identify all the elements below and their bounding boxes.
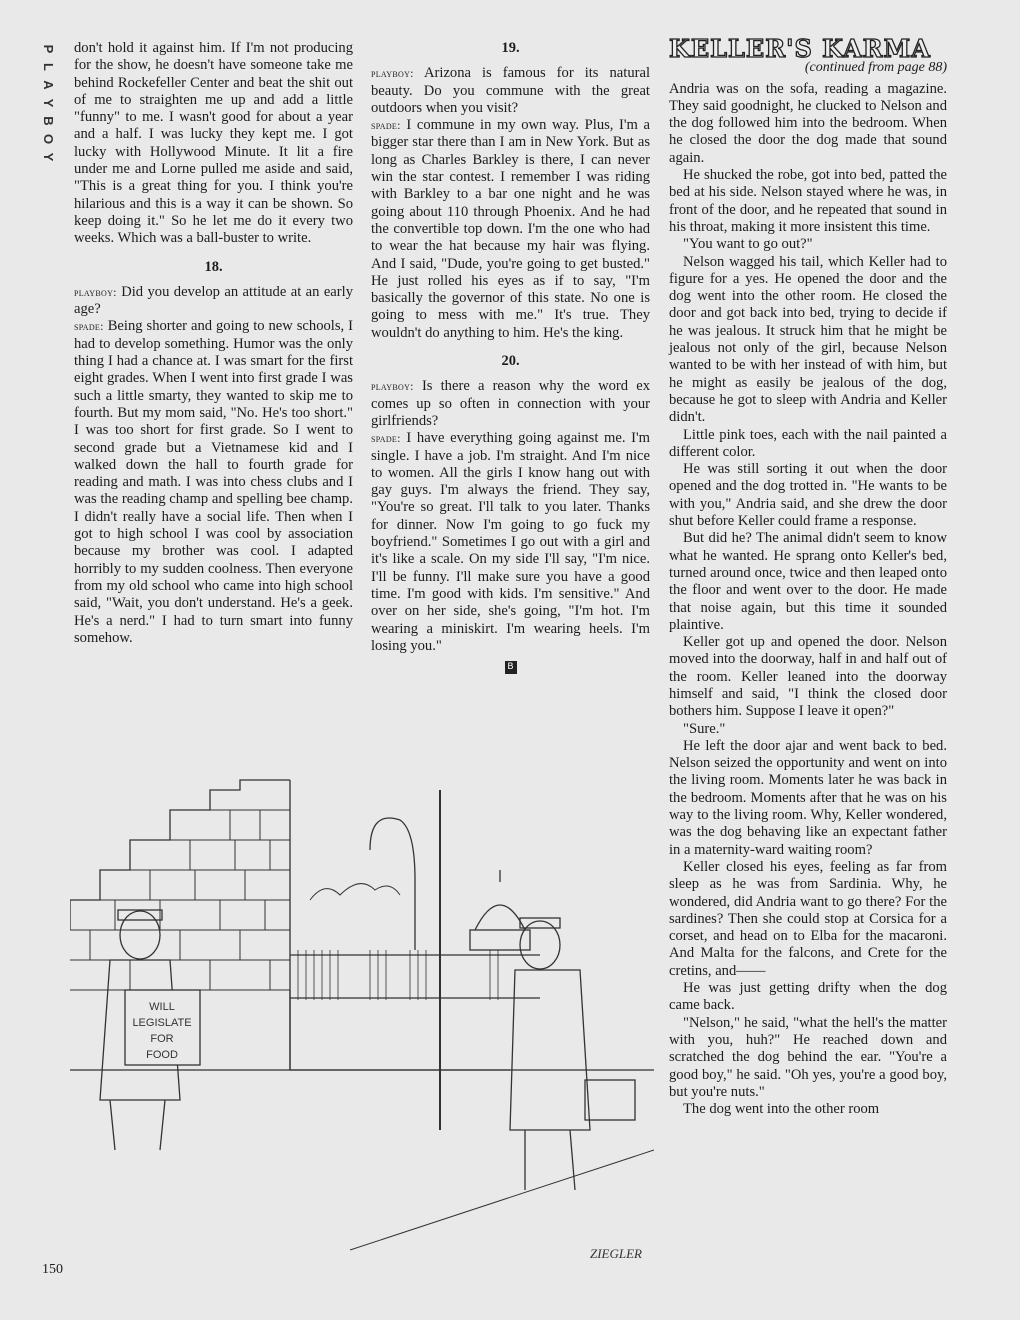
speaker-label: spade: [74, 319, 104, 334]
answer-text: I commune in my own way. Plus, I'm a bigger star there than I am in New York. But as long as Charles Barkley is there, I can never win the star contest. I remember I was riding with Barkley to a bar one night and he was going about 110 through Phoenix. And he had the convertible top down. I'm the one who had to wear the hat because my hair was flying. And I said, "Dude, you're going to get busted." He just rolled his eyes as if to say, "I'm basically the governor of this state. No one is going to mess with me." It's true. They wouldn't do anything to him. He's the king. [371, 117, 650, 341]
story-paragraph: Andria was on the sofa, reading a magazine. They said goodnight, he clucked to Nelson and the dog followed him into the bedroom. When he closed the door the dog made that sound again. [669, 80, 947, 166]
spine-letter: L [41, 63, 56, 71]
story-column [669, 34, 947, 1118]
story-paragraph: He shucked the robe, got into bed, patted the bed at his side. Nelson stayed where he was, in front of the door, and he repeated that sound in his throat, making it more insistent this time. [669, 167, 947, 235]
interview-question [371, 378, 650, 430]
speaker-label: spade: [371, 118, 401, 133]
question-number: 20. [501, 353, 520, 370]
story-paragraph: He was just getting drifty when the dog came back. [669, 980, 947, 1014]
spine-letter: Y [41, 98, 56, 108]
sign-text-line: FOOD [146, 1049, 178, 1061]
interview-text: don't hold it against him. If I'm not producing for the show, he doesn't have someone take me behind Rockefeller Center and beat the shit out of me to straighten me up and add a little "funny" to me. I wasn't good for about a year and a half. I was lucky they kept me. I got lucky with Hollywood Minute. It lit a fire under me and Lorne pulled me aside and said, "This is a great thing for you. I think you're hilarious and this is a way it can be shown. So keep doing it." So he let me do it every two weeks. Which was a ball-buster to write. [74, 40, 353, 247]
speaker-label: spade: [371, 431, 401, 446]
continued-note: (continued from page 88) [804, 60, 947, 76]
interview-question [371, 65, 650, 117]
interview-column-2 [371, 40, 650, 676]
interview-column-1 [74, 40, 353, 647]
playboy-bunny-end-icon: B [505, 661, 517, 674]
interview-answer [371, 430, 650, 655]
spine-letter: Y [41, 152, 56, 162]
story-paragraph: He was still sorting it out when the door opened and the dog trotted in. "He wants to be with you," Andria said, and she drew the door shut before Keller could frame a response. [669, 461, 947, 530]
story-paragraph: Little pink toes, each with the nail painted a different color. [669, 426, 947, 460]
spine-letter: P [41, 44, 56, 54]
story-paragraph: Keller got up and opened the door. Nelson moved into the doorway, half in and half out of the room. Keller leaned into the doorway himself and said, "I think the closed door bothers him. Suppose I leave it open?" [669, 634, 947, 720]
end-mark-row [371, 659, 650, 676]
story-paragraph: "Sure." [683, 720, 726, 737]
story-title: KELLER'S KARMA [669, 34, 931, 63]
sign-text-line: WILL [149, 1001, 175, 1013]
page-number: 150 [42, 1262, 63, 1277]
question-text: Arizona is famous for its natural beauty. Do you commune with the great outdoors when you visit? [371, 65, 651, 116]
question-text: Did you develop an attitude at an early age? [74, 283, 353, 318]
interview-answer [371, 117, 650, 342]
spine-letter: O [41, 133, 56, 145]
spine-letter: A [41, 80, 56, 90]
speaker-label: playboy: [74, 284, 117, 299]
question-number: 18. [204, 258, 223, 275]
answer-text: I have everything going against me. I'm single. I have a job. I'm straight. And I'm nice to women. All the girls I know hang out with gay guys. I'm always the friend. They say, "You're so great. I'll talk to you later. Thanks for dinner. Now I'm going to go fuck my boyfriend." Sometimes I go out with a girl and it's like a scale. On my side I'll say, "I'm nice. I'll be funny. I'll make sure you have a good time. I'm good with kids. I'm sensitive." And over on her side, she's going, "I'm hot. I'm wearing a miniskirt. I'm wearing heels. I'm losing you." [371, 430, 650, 654]
speaker-label: playboy: [371, 379, 414, 394]
story-paragraph: Nelson wagged his tail, which Keller had to figure for a yes. He opened the door and the dog went into the other room. He closed the door and got back into bed, trying to decide if he was jealous. It struck him that he might be jealous not only of the girl, because Nelson wanted to be with her instead of with him, but he might as easily be jealous of the dog, because he got to sleep with Andria and Keller didn't. [669, 253, 947, 426]
story-paragraph: He left the door ajar and went back to bed. Nelson seized the opportunity and went on into the living room. Moments later he was back in the bedroom. Moments after that he was on his way to the living room. Why, Keller wondered, was the dog behaving like an expectant father in a maternity-ward waiting room? [669, 737, 947, 858]
cartoon-illustration [70, 770, 654, 1270]
question-text: Is there a reason why the word ex comes up so often in connection with your girlfriends? [371, 378, 650, 429]
interview-question [74, 284, 353, 319]
speaker-label: playboy: [371, 66, 414, 81]
story-paragraph: "You want to go out?" [683, 236, 813, 253]
story-paragraph: But did he? The animal didn't seem to know what he wanted. He sprang onto Keller's bed, turned around once, twice and then leaped onto the floor and went over to the door. He made that noise again, but this time it sounded plaintive. [669, 530, 947, 633]
question-number: 19. [501, 40, 520, 56]
answer-text: Being shorter and going to new schools, I had to develop something. Humor was the only thing I had a chance at. I was smart for the first eight grades. When I went into first grade I was such a little smarty, they wanted to skip me to fourth. But my mom said, "No. He's too short." I was too short for first grade. So I went to second grade but a Vietnamese kid and I walked down the hall to fourth grade for reading and math. I was into chess clubs and I was the reading champ and spelling bee champ. I didn't really have a social life. Then when I got to high school I was cool by association because my brother was cool. I adapted horribly to my sudden coolness. Then everyone from my old school who came into high school said, "Wait, you don't understand. He's a geek. He's a nerd." I had to turn smart into funny somehow. [74, 318, 353, 646]
story-paragraph: Keller closed his eyes, feeling as far from sleep as he was from Sardinia. Why, he wondered, did Andria want to go there? For the sardines? Then she could stop at Corsica for a corset, and head on to Elba for the macaroni. And Malta for the falcons, and Crete for the cretins, and—— [669, 858, 947, 979]
interview-answer [74, 318, 353, 647]
sign-text-line: LEGISLATE [132, 1017, 192, 1029]
magazine-spine-label [38, 40, 58, 166]
spine-letter: B [41, 116, 56, 126]
cartoonist-signature: ZIEGLER [590, 1246, 642, 1261]
story-paragraph: The dog went into the other room [683, 1101, 880, 1118]
sign-text-line: FOR [150, 1033, 174, 1045]
story-paragraph: "Nelson," he said, "what the hell's the matter with you, huh?" He reached down and scratched the dog behind the ear. "You're a good boy," he said. "Oh yes, you're a good boy, but you're nuts." [669, 1014, 947, 1100]
story-body [669, 81, 947, 1119]
